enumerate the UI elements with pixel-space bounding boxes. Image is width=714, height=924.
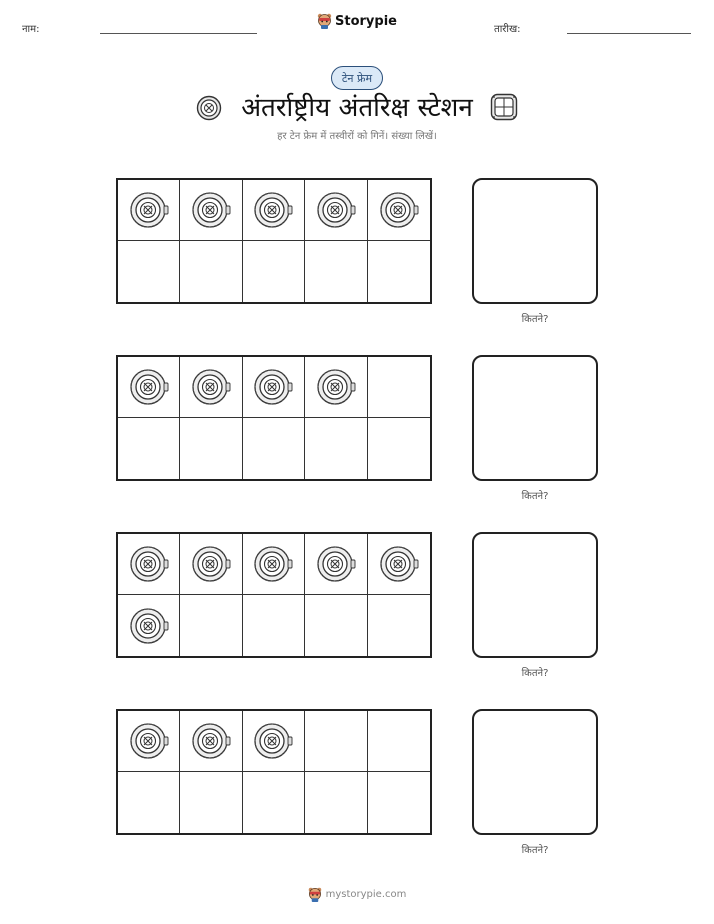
porthole-icon — [129, 606, 169, 646]
answer-box-1[interactable] — [472, 178, 598, 304]
ten-frame-1 — [116, 178, 432, 304]
answer-box-4[interactable] — [472, 709, 598, 835]
ten-frame-3 — [116, 532, 432, 658]
porthole-icon — [129, 190, 169, 230]
footer-url[interactable]: mystorypie.com — [325, 889, 407, 900]
frame-cell — [243, 180, 305, 241]
frame-cell — [243, 418, 305, 479]
name-line[interactable] — [100, 33, 257, 34]
frame-cell — [243, 772, 305, 833]
space-window-icon — [490, 93, 518, 121]
frame-cell — [243, 534, 305, 595]
porthole-icon — [191, 190, 231, 230]
topic-badge: टेन फ्रेम — [331, 66, 383, 90]
frame-cell — [243, 711, 305, 772]
frame-cell — [118, 357, 180, 418]
frame-cell — [118, 241, 180, 302]
frame-cell — [305, 241, 367, 302]
porthole-icon — [253, 190, 293, 230]
porthole-icon — [253, 367, 293, 407]
frame-cell — [368, 418, 430, 479]
frame-cell — [368, 241, 430, 302]
porthole-icon — [129, 367, 169, 407]
frame-cell — [118, 180, 180, 241]
frame-cell — [180, 534, 242, 595]
frame-cell — [180, 595, 242, 656]
frame-cell — [368, 772, 430, 833]
frame-cell — [305, 418, 367, 479]
page-title: अंतर्राष्ट्रीय अंतरिक्ष स्टेशन — [241, 93, 473, 123]
frame-cell — [305, 595, 367, 656]
answer-box-2[interactable] — [472, 355, 598, 481]
frame-cell — [118, 711, 180, 772]
porthole-icon — [129, 544, 169, 584]
name-label: नाम: — [22, 24, 40, 35]
frame-cell — [305, 180, 367, 241]
porthole-icon — [379, 544, 419, 584]
footer — [0, 887, 714, 905]
frame-cell — [180, 711, 242, 772]
frame-cell — [305, 711, 367, 772]
brand — [0, 13, 714, 33]
date-label: तारीख: — [494, 24, 521, 35]
frame-cell — [368, 595, 430, 656]
frame-cell — [368, 357, 430, 418]
frame-cell — [368, 534, 430, 595]
instruction: हर टेन फ्रेम में तस्वीरों को गिनें। संख्या लिखें। — [277, 131, 437, 142]
answer-label-2: कितने? — [521, 491, 549, 502]
frame-cell — [180, 772, 242, 833]
answer-label-1: कितने? — [521, 314, 549, 325]
date-line[interactable] — [567, 33, 691, 34]
frame-cell — [180, 180, 242, 241]
porthole-icon — [316, 544, 356, 584]
mascot-icon — [308, 887, 322, 902]
porthole-icon — [129, 721, 169, 761]
porthole-icon — [191, 721, 231, 761]
ten-frame-2 — [116, 355, 432, 481]
answer-box-3[interactable] — [472, 532, 598, 658]
frame-cell — [368, 711, 430, 772]
porthole-icon — [191, 367, 231, 407]
frame-cell — [243, 595, 305, 656]
frame-cell — [305, 772, 367, 833]
mascot-icon — [317, 13, 332, 29]
porthole-icon — [379, 190, 419, 230]
frame-cell — [243, 357, 305, 418]
frame-cell — [368, 180, 430, 241]
frame-cell — [180, 357, 242, 418]
frame-cell — [118, 595, 180, 656]
ten-frame-4 — [116, 709, 432, 835]
frame-cell — [180, 241, 242, 302]
frame-cell — [305, 357, 367, 418]
frame-cell — [180, 418, 242, 479]
porthole-icon — [253, 721, 293, 761]
porthole-icon — [316, 190, 356, 230]
porthole-icon — [316, 367, 356, 407]
frame-cell — [118, 418, 180, 479]
answer-label-4: कितने? — [521, 845, 549, 856]
brand-name: Storypie — [335, 13, 397, 29]
frame-cell — [305, 534, 367, 595]
answer-label-3: कितने? — [521, 668, 549, 679]
frame-cell — [118, 534, 180, 595]
porthole-icon — [253, 544, 293, 584]
frame-cell — [118, 772, 180, 833]
porthole-icon — [191, 544, 231, 584]
frame-cell — [243, 241, 305, 302]
